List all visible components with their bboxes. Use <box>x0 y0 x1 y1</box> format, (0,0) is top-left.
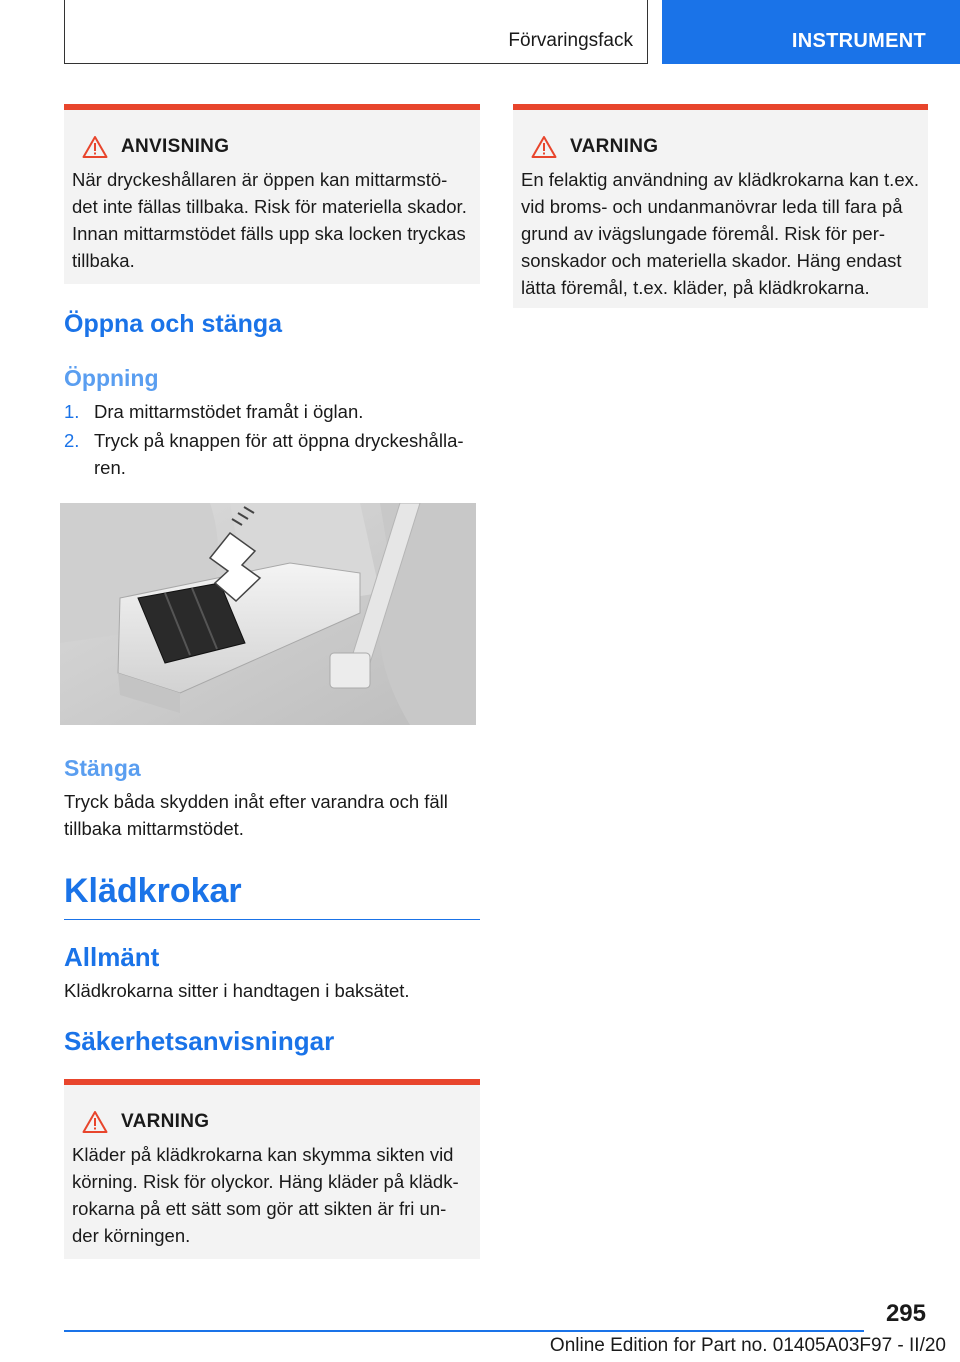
notice-text: En felaktig användning av klädkrokarna kan t.ex. vid broms- och undanmanövrar leda till fara på grund av ivägslungade föremål. Risk för per-sonskador och materiella skador. Häng endast lätta föremål, t.ex. kläder, på klädkrokarna. <box>521 169 919 298</box>
header-section-title: Förvaringsfack <box>508 30 633 51</box>
header-chapter-tab: INSTRUMENT <box>662 0 960 64</box>
armrest-cupholder-photo <box>60 503 476 725</box>
notice-text: När dryckeshållaren är öppen kan mittarmstö-det inte fällas tillbaka. Risk för materiella skador. Innan mittarmstödet fälls upp ska locken tryckas tillbaka. <box>72 169 467 271</box>
step-number: 1. <box>64 401 80 422</box>
notice-title: VARNING <box>121 1111 210 1132</box>
left-column <box>64 104 480 1259</box>
notice-title: ANVISNING <box>121 136 230 157</box>
notice-anvisning <box>64 104 480 284</box>
subheading-close: Stänga <box>64 755 141 781</box>
warning-triangle-icon <box>82 135 108 159</box>
footer-edition-text: Online Edition for Part no. 01405A03F97 - II/20 <box>549 1335 946 1356</box>
footer-rule <box>64 1330 864 1332</box>
list-item <box>64 427 480 481</box>
notice-varning-clothes <box>64 1079 480 1259</box>
step-text: Dra mittarmstödet framåt i öglan. <box>94 401 364 422</box>
page-number: 295 <box>885 1300 926 1327</box>
subheading-general: Allmänt <box>64 942 160 972</box>
warning-triangle-icon <box>531 135 557 159</box>
notice-title: VARNING <box>570 136 659 157</box>
warning-triangle-icon <box>82 1110 108 1134</box>
opening-steps-list <box>64 398 480 481</box>
notice-varning-hooks <box>513 104 928 308</box>
right-column <box>513 104 928 308</box>
armrest-illustration <box>60 503 476 725</box>
chapter-title-hooks: Klädkrokar <box>64 872 480 920</box>
section-heading-safety: Säkerhetsanvisningar <box>64 1026 335 1056</box>
header-section-box <box>64 0 648 64</box>
list-item <box>64 398 480 425</box>
notice-text: Kläder på klädkrokarna kan skymma sikten vid körning. Risk för olyckor. Häng kläder på klädk-rokarna på ett sätt som gör att sikten är fri un-der körningen. <box>72 1144 459 1246</box>
step-number: 2. <box>64 430 80 451</box>
section-heading-open-close: Öppna och stänga <box>64 310 283 338</box>
close-instructions: Tryck båda skydden inåt efter varandra och fäll tillbaka mittarmstödet. <box>64 791 448 839</box>
step-text: Tryck på knappen för att öppna dryckeshålla-ren. <box>94 430 464 478</box>
general-text: Klädkrokarna sitter i handtagen i baksätet. <box>64 980 410 1001</box>
subheading-opening: Öppning <box>64 365 159 391</box>
